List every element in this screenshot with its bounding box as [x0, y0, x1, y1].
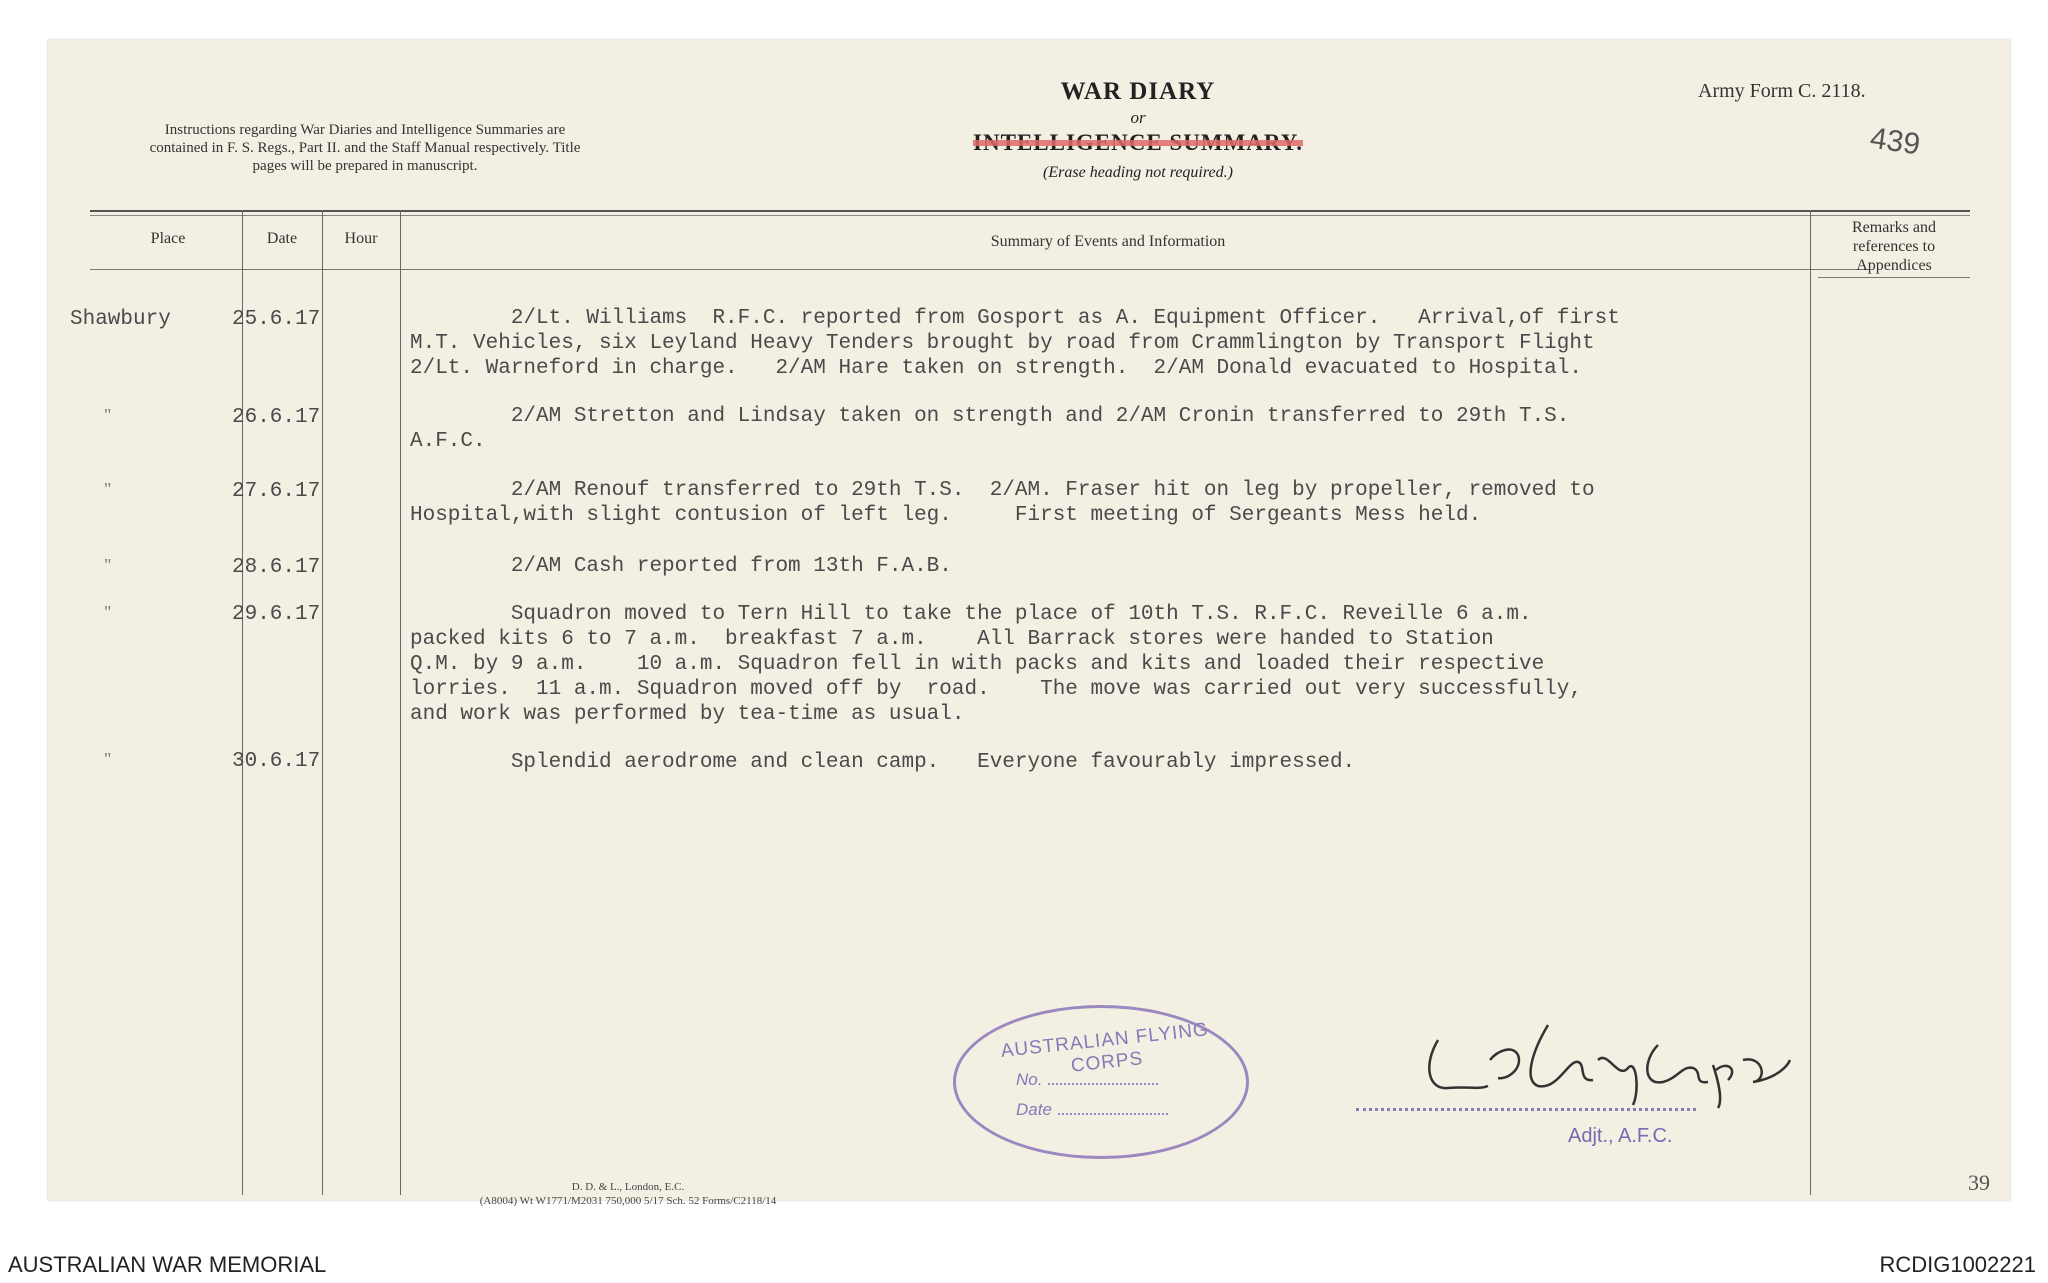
column-header-date: Date — [266, 230, 298, 247]
entry-place-ditto: " — [104, 555, 112, 575]
entry-date: 30.6.17 — [232, 750, 321, 773]
stamp-no-label: No. — [1016, 1070, 1043, 1089]
column-header-place: Place — [150, 230, 186, 247]
entry-date: 27.6.17 — [232, 480, 321, 503]
column-divider-date — [322, 210, 323, 1195]
entry-text: Splendid aerodrome and clean camp. Everyone favourably impressed. — [410, 751, 1356, 774]
entry-text: 2/Lt. Williams R.F.C. reported from Gosport as A. Equipment Officer. Arrival,of first M.T. Vehicles, six Leyland Heavy Tenders brought by road from Crammlington by Transport Flight 2/Lt. Warneford in charge. 2/AM Hare taken on strength. 2/AM Donald evacuated to Hospital. — [410, 307, 1620, 380]
entry-text: 2/AM Stretton and Lindsay taken on strength and 2/AM Cronin transferred to 29th T.S. A.F.C. — [410, 405, 1570, 453]
column-divider-summary — [1810, 210, 1811, 1195]
footer-id: RCDIG1002221 — [1879, 1252, 2036, 1277]
column-divider-place — [242, 210, 243, 1195]
afc-stamp — [953, 1005, 1249, 1159]
handwritten-signature — [1418, 1020, 1798, 1110]
war-diary-page — [48, 40, 2010, 1207]
entry-date: 26.6.17 — [232, 406, 321, 429]
stamp-date-label: Date — [1016, 1100, 1052, 1119]
stamp-title: AUSTRALIAN FLYING CORPS — [999, 1019, 1210, 1077]
war-diary-title: WAR DIARY — [1060, 78, 1216, 105]
erase-note: (Erase heading not required.) — [1043, 164, 1233, 181]
stamp-no-line — [1016, 1070, 1158, 1090]
printer-line-2: (A8004) Wt W1771/M2031 750,000 5/17 Sch. 52 Forms/C2118/14 — [479, 1195, 777, 1207]
stamp-date-line — [1016, 1100, 1168, 1120]
printer-line-1: D. D. & L., London, E.C. — [571, 1181, 685, 1193]
footer-source: AUSTRALIAN WAR MEMORIAL — [8, 1252, 327, 1277]
entry-date: 29.6.17 — [232, 603, 321, 626]
entry-text: 2/AM Renouf transferred to 29th T.S. 2/AM. Fraser hit on leg by propeller, removed to Hospital,with slight contusion of left leg. First meeting of Sergeants Mess held. — [410, 479, 1595, 527]
entry-text: Squadron moved to Tern Hill to take the place of 10th T.S. R.F.C. Reveille 6 a.m. packed kits 6 to 7 a.m. breakfast 7 a.m. All Barrack stores were handed to Station Q.M. by 9 a.m. 10 a.m. Squadron fell in with packs and kits and loaded their respective lorries. 11 a.m. Squadron moved off by road. The move was carried out very successfully, and work was performed by tea-time as usual. — [410, 603, 1582, 726]
column-divider-hour — [400, 210, 401, 1195]
entry-place: Shawbury — [70, 308, 171, 331]
signature-dotted-line — [1356, 1108, 1696, 1111]
army-form-number: Army Form C. 2118. — [1698, 80, 1866, 102]
adjutant-stamp: Adjt., A.F.C. — [1568, 1125, 1673, 1147]
entry-place-ditto: " — [104, 749, 112, 769]
entry-text: 2/AM Cash reported from 13th F.A.B. — [410, 555, 952, 578]
entry-date: 28.6.17 — [232, 556, 321, 579]
instructions-text: Instructions regarding War Diaries and Intelligence Summaries are contained in F. S. Regs., Part II. and the Staff Manual respectively. Title pages will be prepared in manuscript. — [149, 122, 581, 174]
column-header-hour: Hour — [344, 230, 378, 247]
form-title-block — [948, 78, 1328, 182]
header-rule — [90, 269, 1870, 270]
table-top-rule — [90, 210, 1970, 216]
entry-date: 25.6.17 — [232, 308, 321, 331]
column-header-remarks: Remarks and references to Appendices — [1852, 219, 1936, 274]
column-header-summary: Summary of Events and Information — [990, 233, 1226, 250]
page-number: 439 — [1868, 121, 1923, 162]
corner-mark: 39 — [1968, 1170, 1990, 1195]
printer-imprint — [478, 1180, 778, 1208]
remarks-header-rule — [1818, 277, 1970, 278]
struck-heading — [973, 130, 1303, 156]
red-strikethrough — [973, 140, 1303, 146]
or-text: or — [1130, 108, 1146, 127]
entry-place-ditto: " — [104, 602, 112, 622]
entry-place-ditto: " — [104, 405, 112, 425]
entry-place-ditto: " — [104, 479, 112, 499]
